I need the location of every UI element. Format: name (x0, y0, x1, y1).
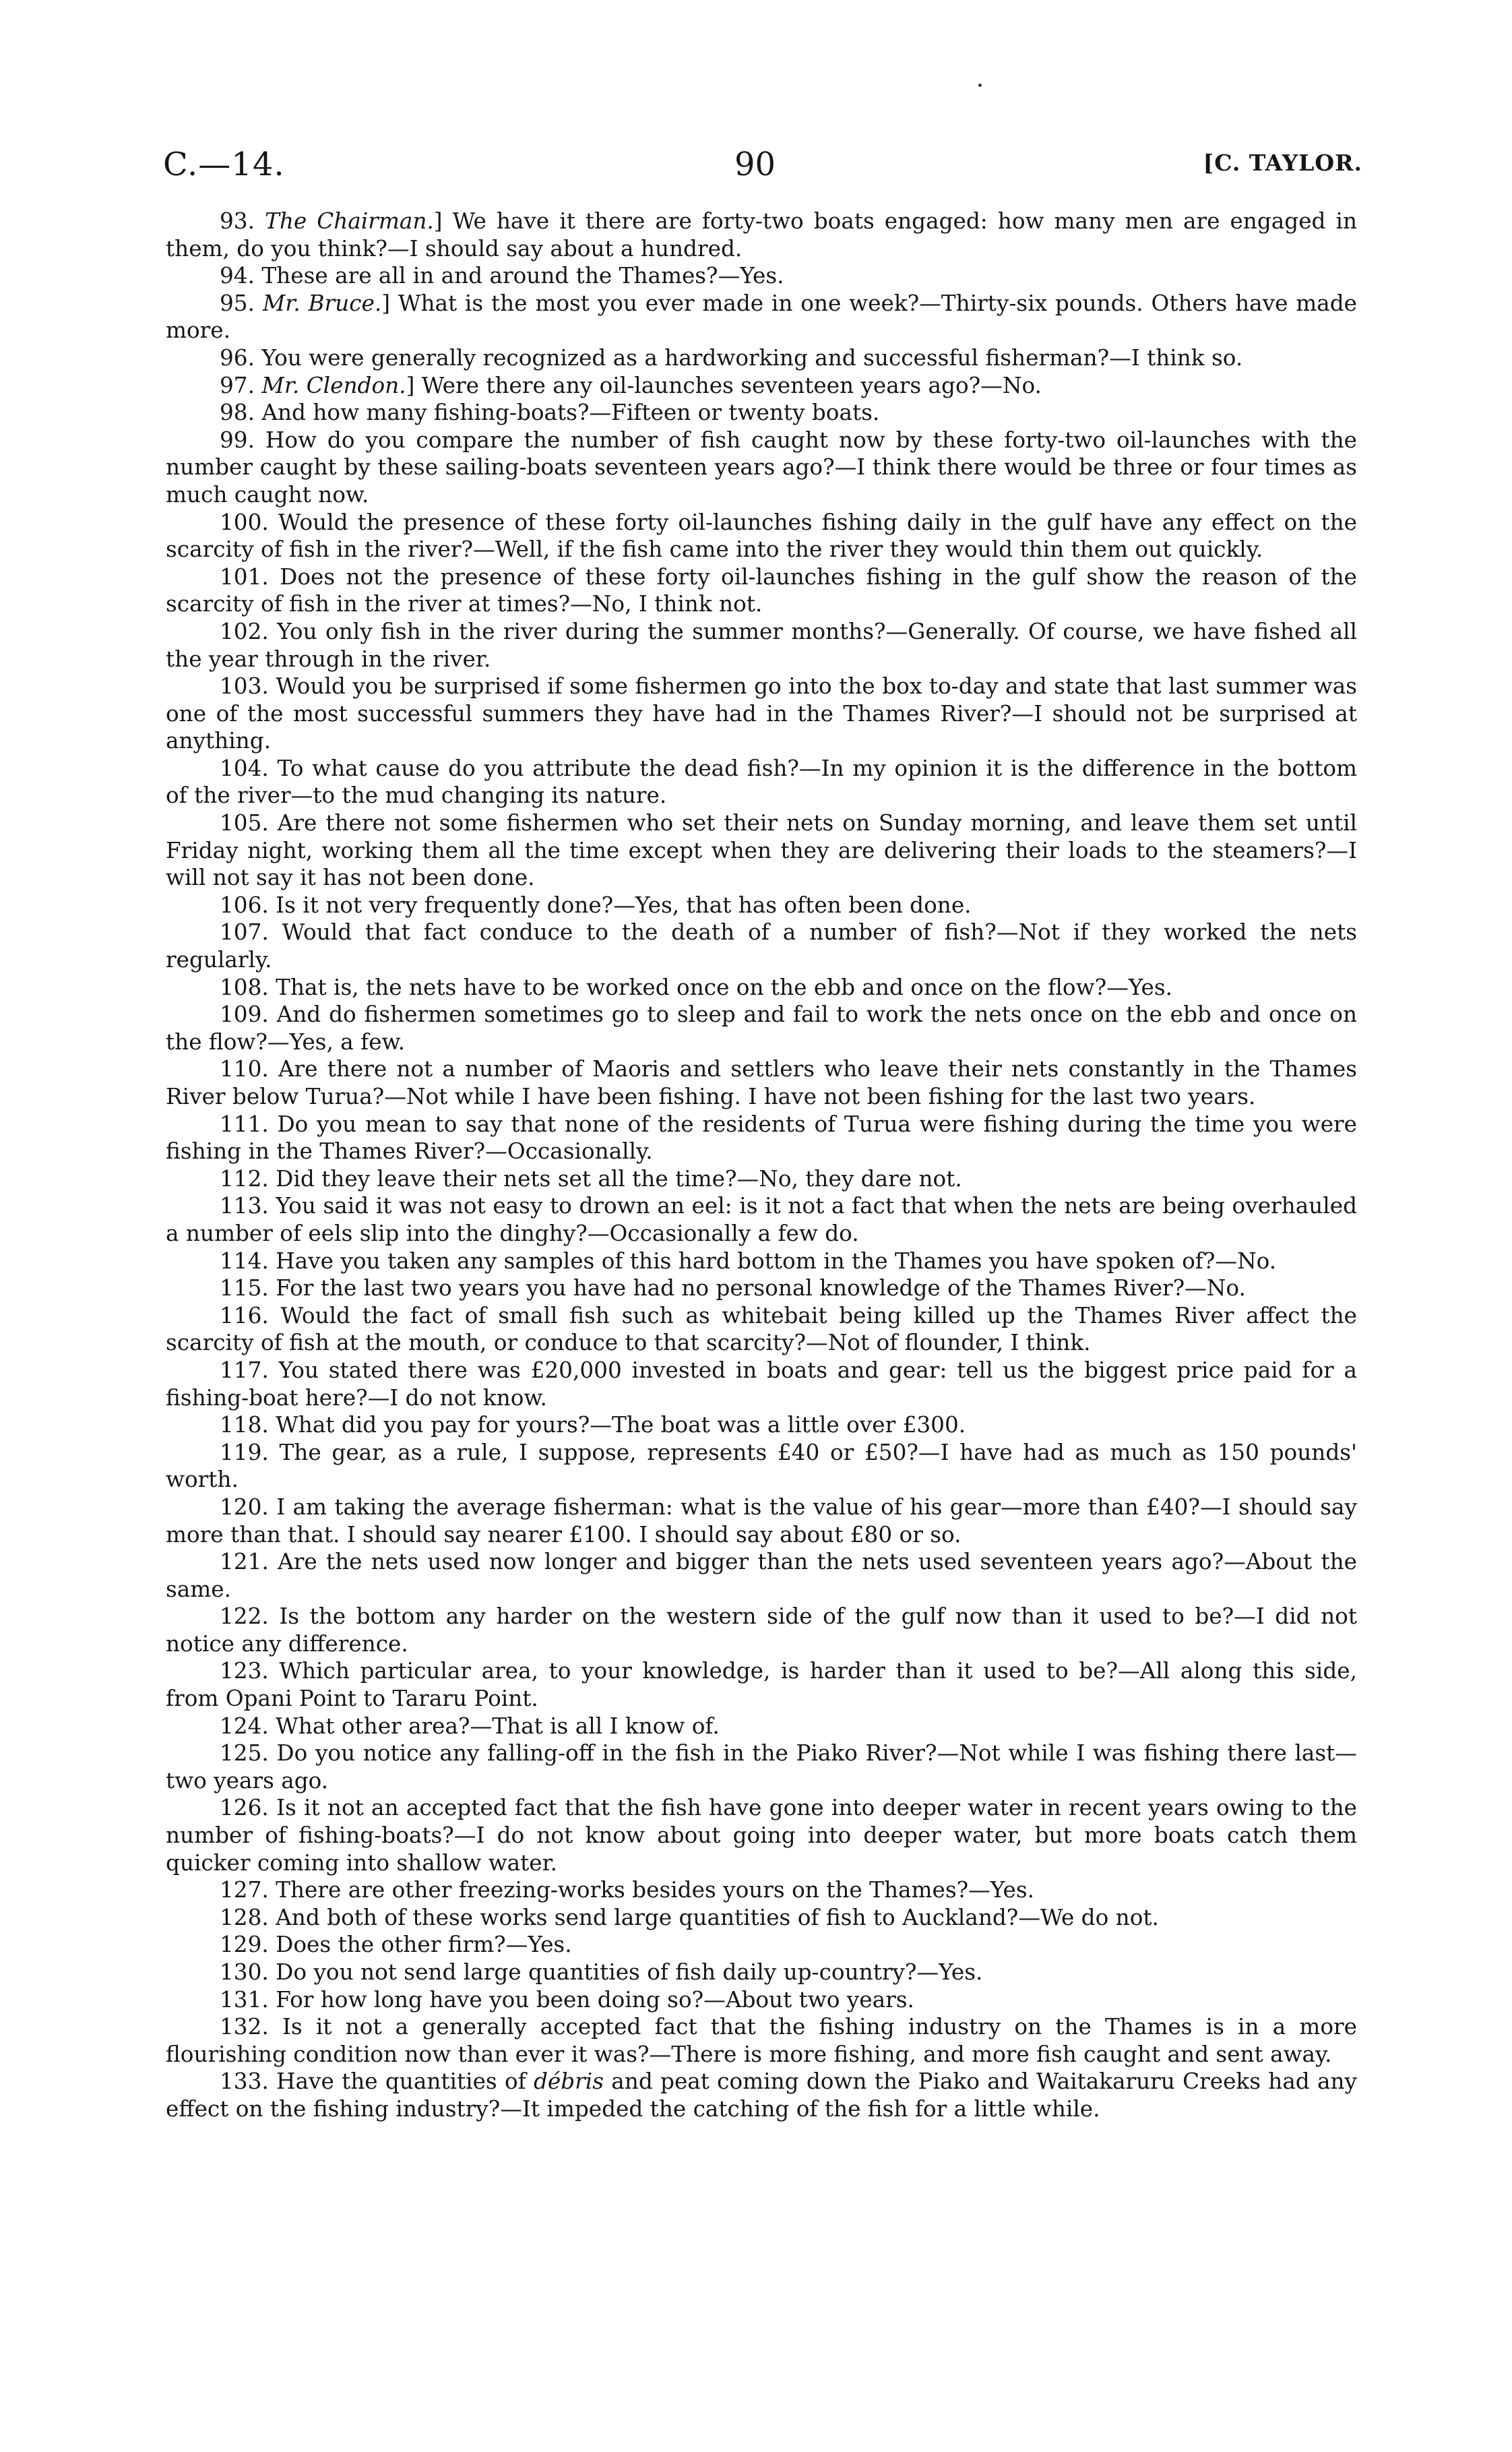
qa-paragraph (166, 1111, 1357, 1165)
question-answer-text: Are there not a number of Maoris and settlers who leave their nets constantly in the Thames River below Turua?—Not while I have been fishing. I have not been fishing for the last two years. (166, 1056, 1358, 1109)
question-number: 103. (220, 673, 276, 700)
qa-paragraph (166, 1713, 1357, 1740)
question-answer-text: Is it not very frequently done?—Yes, that has often been done. (276, 892, 972, 918)
question-number: 122. (220, 1603, 280, 1630)
qa-paragraph (166, 1657, 1357, 1712)
question-answer-text: You were generally recognized as a hardworking and successful fisherman?—I think so. (261, 344, 1243, 371)
question-answer-text: There are other freezing-works besides yours on the Thames?—Yes. (276, 1877, 1035, 1903)
qa-paragraph (166, 1603, 1357, 1657)
qa-paragraph (166, 1055, 1357, 1110)
question-answer-text: Does the other firm?—Yes. (276, 1932, 572, 1958)
question-number: 102. (220, 618, 278, 644)
question-answer-text: I am taking the average fisherman: what is the value of his gear—more than £40?—I should say more than that. I should say nearer £100. I should say about £80 or so. (166, 1494, 1358, 1547)
question-number: 128. (220, 1904, 276, 1930)
qa-paragraph: 95. Mr. Bruce.] What is the most you ever made in one week?—Thirty-six pounds. Others have made more. (166, 290, 1357, 344)
qa-paragraph (166, 673, 1357, 755)
qa-paragraph (166, 892, 1357, 919)
question-answer-text: Is the bottom any harder on the western side of the gulf now than it used to be?—I did not notice any difference. (166, 1603, 1358, 1657)
question-answer-text: And both of these works send large quantities of fish to Auckland?—We do not. (276, 1904, 1159, 1930)
question-number: 115. (220, 1275, 276, 1301)
question-answer-text: For how long have you been doing so?—About two years. (276, 1986, 914, 2013)
question-number: 94. (220, 263, 262, 289)
question-answer-text: Are there not some fishermen who set their nets on Sunday morning, and leave them set until Friday night, working them all the time except when they are delivering their loads to the steamers?—I will not say it has not been done. (166, 810, 1358, 891)
question-answer-text: Would that fact conduce to the death of a number of fish?—Not if they worked the nets regularly. (166, 919, 1357, 973)
question-answer-text: That is, the nets have to be worked once on the ebb and once on the flow?—Yes. (276, 974, 1173, 1000)
evidence-transcript (166, 208, 1357, 2123)
question-number: 105. (220, 810, 278, 836)
question-number: 112. (220, 1165, 276, 1192)
question-answer-text: Do you mean to say that none of the residents of Turua were fishing during the time you were fishing in the Thames River?—Occasionally. (166, 1111, 1358, 1165)
question-answer-text: What did you pay for yours?—The boat was a little over £300. (276, 1412, 966, 1438)
question-number: 110. (220, 1056, 278, 1082)
question-answer-text: Do you not send large quantities of fish daily up-country?—Yes. (276, 1959, 983, 1985)
qa-paragraph (166, 809, 1357, 892)
question-number: 132. (220, 2014, 282, 2040)
question-number: 120. (220, 1494, 277, 1520)
qa-paragraph (166, 427, 1357, 509)
qa-paragraph (166, 2068, 1357, 2122)
question-number: 97. (220, 372, 262, 398)
witness-name: [C. TAYLOR. (1203, 150, 1362, 176)
question-number: 111. (220, 1111, 278, 1137)
question-number: 107. (220, 919, 282, 946)
question-answer-text: Is it not an accepted fact that the fish have gone into deeper water in recent years owing to the number of fishing-boats?—I do not know about going into deeper water, but more boats catch them quicker coming into shallow water. (166, 1795, 1357, 1876)
question-number: 95. (220, 290, 263, 316)
question-number: 114. (220, 1248, 276, 1274)
qa-paragraph (166, 1494, 1357, 1548)
question-number: 116. (220, 1302, 281, 1328)
qa-paragraph (166, 1248, 1357, 1275)
question-answer-text: Did they leave their nets set all the time?—No, they dare not. (276, 1165, 962, 1192)
qa-paragraph (166, 1931, 1357, 1959)
question-number: 101. (220, 563, 280, 590)
question-answer-text: Which particular area, to your knowledge, is harder than it used to be?—All along this side, from Opani Point to Tararu Point. (166, 1658, 1357, 1712)
qa-paragraph (166, 755, 1357, 809)
qa-paragraph (166, 1411, 1357, 1439)
question-number: 125. (220, 1740, 277, 1767)
question-number: 99. (220, 427, 265, 453)
qa-paragraph (166, 1439, 1357, 1494)
question-answer-text: You only fish in the river during the summer months?—Generally. Of course, we have fished all the year through in the river. (166, 618, 1358, 672)
question-number: 113. (220, 1193, 276, 1219)
question-answer-text: We have it there are forty-two boats engaged: how many men are engaged in them, do you think?—I should say about a hundred. (166, 208, 1357, 262)
qa-paragraph (166, 1904, 1357, 1932)
page-number: 90 (734, 146, 776, 183)
page-header (163, 146, 1362, 193)
question-answer-text: You stated there was £20,000 invested in boats and gear: tell us the biggest price paid for a fishing-boat here?—I do not know. (166, 1357, 1358, 1411)
question-number: 118. (220, 1412, 276, 1438)
question-answer-text: Would the fact of small fish such as whitebait being killed up the Thames River affect the scarcity of fish at the mouth, or conduce to that scarcity?—Not of flounder, I think. (166, 1302, 1357, 1356)
question-number: 127. (220, 1877, 276, 1903)
qa-paragraph (166, 1986, 1357, 2014)
question-number: 96. (220, 344, 262, 371)
qa-paragraph (166, 919, 1357, 973)
qa-paragraph (166, 344, 1357, 372)
question-number: 93. (220, 208, 265, 234)
question-number: 130. (220, 1959, 276, 1985)
speaker-name: The Chairman. (265, 208, 434, 234)
qa-paragraph (166, 509, 1357, 563)
question-answer-text: Is it not a generally accepted fact that the fishing industry on the Thames is in a more flourishing condition now than ever it was?—There is more fishing, and more fish caught and sent away. (166, 2014, 1357, 2067)
question-answer-text: What other area?—That is all I know of. (276, 1713, 720, 1739)
question-answer-text: Have you taken any samples of this hard bottom in the Thames you have spoken of?—No. (276, 1248, 1277, 1274)
qa-paragraph (166, 1740, 1357, 1794)
qa-paragraph (166, 1192, 1357, 1247)
question-number: 124. (220, 1713, 276, 1739)
question-answer-text: How do you compare the number of fish caught now by these forty-two oil-launches with the number caught by these sailing-boats seventeen years ago?—I think there would be three or four times as much caught now. (166, 427, 1357, 508)
question-number: 108. (220, 974, 276, 1000)
qa-paragraph (166, 1876, 1357, 1904)
question-answer-text: Do you notice any falling-off in the fish in the Piako River?—Not while I was fishing there last—two years ago. (166, 1740, 1358, 1794)
question-answer-text: Would the presence of these forty oil-launches fishing daily in the gulf have any effect on the scarcity of fish in the river?—Well, if the fish came into the river they would thin them out quickly. (166, 509, 1358, 563)
question-answer-text: You said it was not easy to drown an eel: is it not a fact that when the nets are being overhauled a number of eels slip into the dinghy?—Occasionally a few do. (166, 1193, 1357, 1246)
question-answer-text: The gear, as a rule, I suppose, represents £40 or £50?—I have had as much as 150 pounds' worth. (166, 1439, 1357, 1493)
question-answer-text: To what cause do you attribute the dead fish?—In my opinion it is the difference in the bottom of the river—to the mud changing its nature. (166, 755, 1358, 809)
question-number: 131. (220, 1986, 276, 2013)
qa-paragraph: 93. The Chairman.] We have it there are forty-two boats engaged: how many men are engaged in them, do you think?—I should say about a hundred. (166, 208, 1357, 262)
question-number: 119. (220, 1439, 280, 1465)
question-answer-text: These are all in and around the Thames?—Yes. (261, 263, 784, 289)
qa-paragraph (166, 1959, 1357, 1986)
qa-paragraph: 97. Mr. Clendon.] Were there any oil-launches seventeen years ago?—No. (220, 372, 1042, 398)
question-number: 133. (220, 2068, 277, 2095)
question-answer-text: Are the nets used now longer and bigger than the nets used seventeen years ago?—About the same. (166, 1549, 1358, 1602)
question-answer-text: Have the quantities of débris and peat coming down the Piako and Waitakaruru Creeks had any effect on the fishing industry?—It impeded the catching of the fish for a little while. (166, 2068, 1357, 2122)
question-answer-text: Would you be surprised if some fishermen go into the box to-day and state that last summer was one of the most successful summers they have had in the Thames River?—I should not be surprised at anything. (166, 673, 1358, 754)
question-number: 106. (220, 892, 276, 918)
question-answer-text: And how many fishing-boats?—Fifteen or twenty boats. (261, 400, 880, 426)
question-number: 121. (220, 1549, 278, 1575)
qa-paragraph (166, 399, 1357, 427)
question-number: 109. (220, 1002, 277, 1028)
qa-paragraph (166, 1548, 1357, 1603)
question-number: 98. (220, 400, 262, 426)
qa-paragraph (166, 1165, 1357, 1193)
question-number: 126. (220, 1795, 277, 1821)
qa-paragraph (166, 1275, 1357, 1302)
qa-paragraph (166, 1302, 1357, 1357)
speaker-name: Mr. Bruce. (262, 290, 382, 316)
question-answer-text: For the last two years you have had no personal knowledge of the Thames River?—No. (276, 1275, 1246, 1301)
question-number: 100. (220, 509, 278, 535)
speaker-name: Mr. Clendon. (261, 372, 406, 398)
question-answer-text: What is the most you ever made in one week?—Thirty-six pounds. Others have made more. (166, 290, 1357, 344)
question-number: 123. (220, 1658, 280, 1684)
paper-reference: C.—14. (163, 146, 285, 183)
qa-paragraph (166, 262, 1357, 290)
qa-paragraph (166, 618, 1357, 673)
qa-paragraph (166, 1001, 1357, 1055)
question-number: 129. (220, 1932, 276, 1958)
qa-paragraph (166, 1357, 1357, 1411)
question-answer-text: Were there any oil-launches seventeen years ago?—No. (421, 372, 1042, 398)
qa-paragraph (166, 2013, 1357, 2068)
stray-dot (978, 84, 982, 87)
question-number: 117. (220, 1357, 279, 1383)
qa-paragraph (166, 974, 1357, 1002)
question-number: 104. (220, 755, 278, 781)
qa-paragraph (166, 563, 1357, 618)
qa-paragraph (166, 1794, 1357, 1876)
question-answer-text: And do fishermen sometimes go to sleep and fail to work the nets once on the ebb and once on the flow?—Yes, a few. (166, 1002, 1357, 1055)
question-answer-text: Does not the presence of these forty oil-launches fishing in the gulf show the reason of the scarcity of fish in the river at times?—No, I think not. (166, 563, 1357, 617)
